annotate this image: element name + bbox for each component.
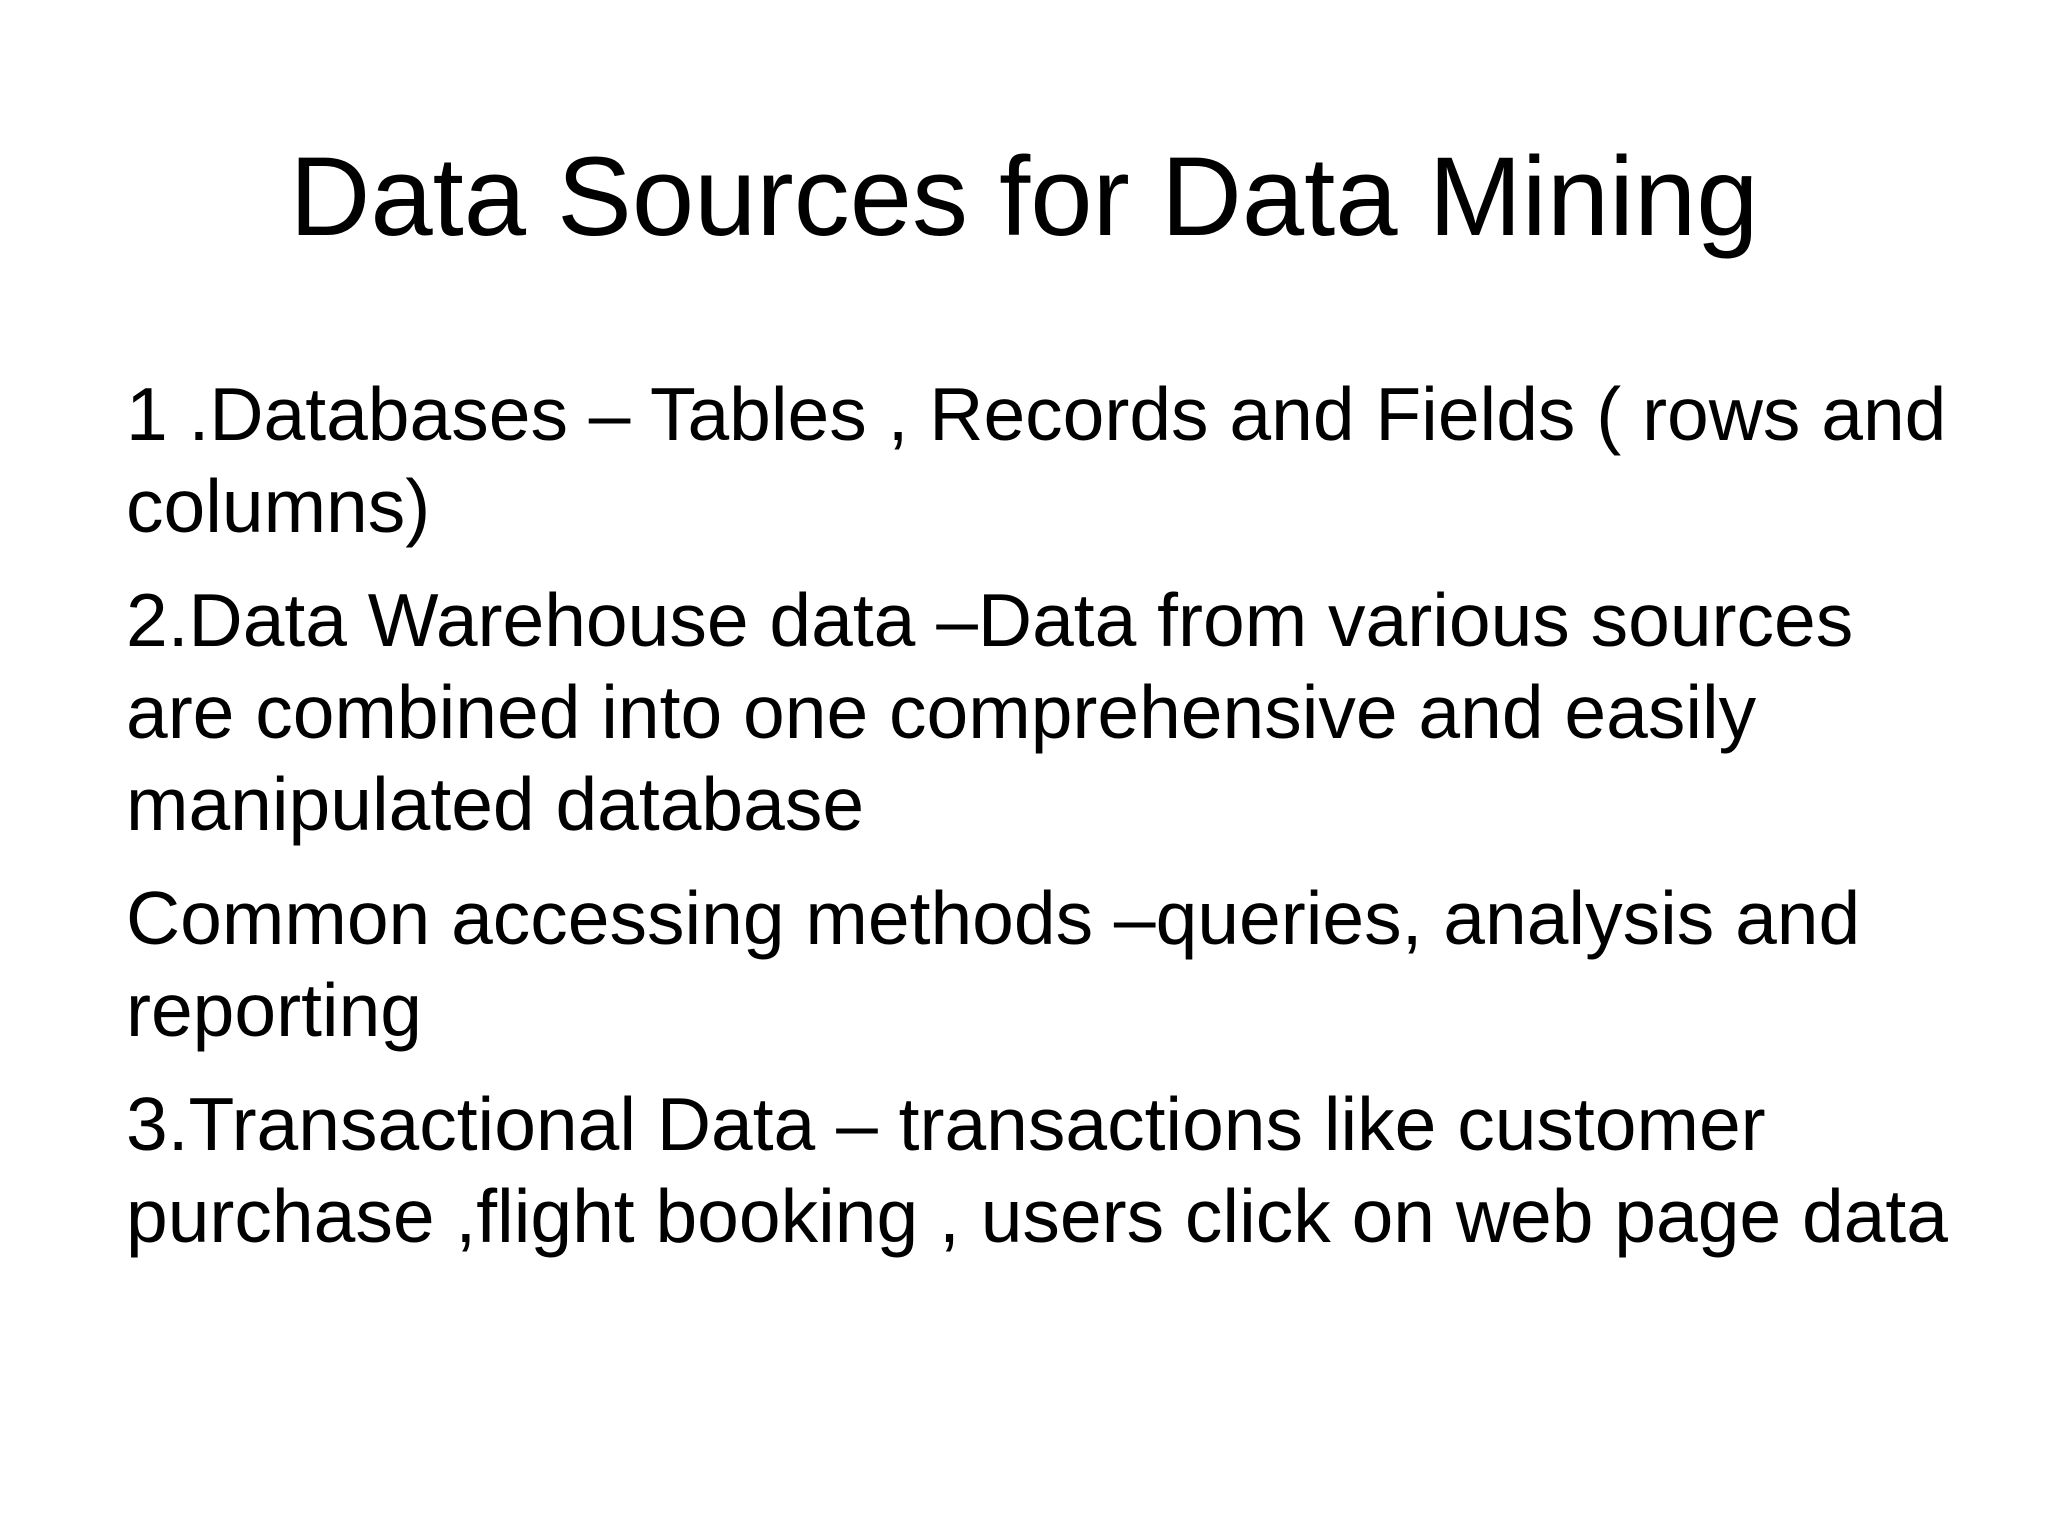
paragraph-accessing-methods: Common accessing methods –queries, analysis and reporting <box>126 876 1861 1052</box>
paragraph-databases: 1 .Databases – Tables , Records and Fields ( rows and columns) <box>126 372 1947 548</box>
slide-body <box>126 368 1966 1284</box>
paragraph-data-warehouse: 2.Data Warehouse data –Data from various sources are combined into one comprehensive and easily manipulated database <box>126 578 1854 846</box>
slide-title: Data Sources for Data Mining <box>289 134 1759 259</box>
paragraph-transactional-data: 3.Transactional Data – transactions like customer purchase ,flight booking , users click on web page data <box>126 1082 1948 1258</box>
